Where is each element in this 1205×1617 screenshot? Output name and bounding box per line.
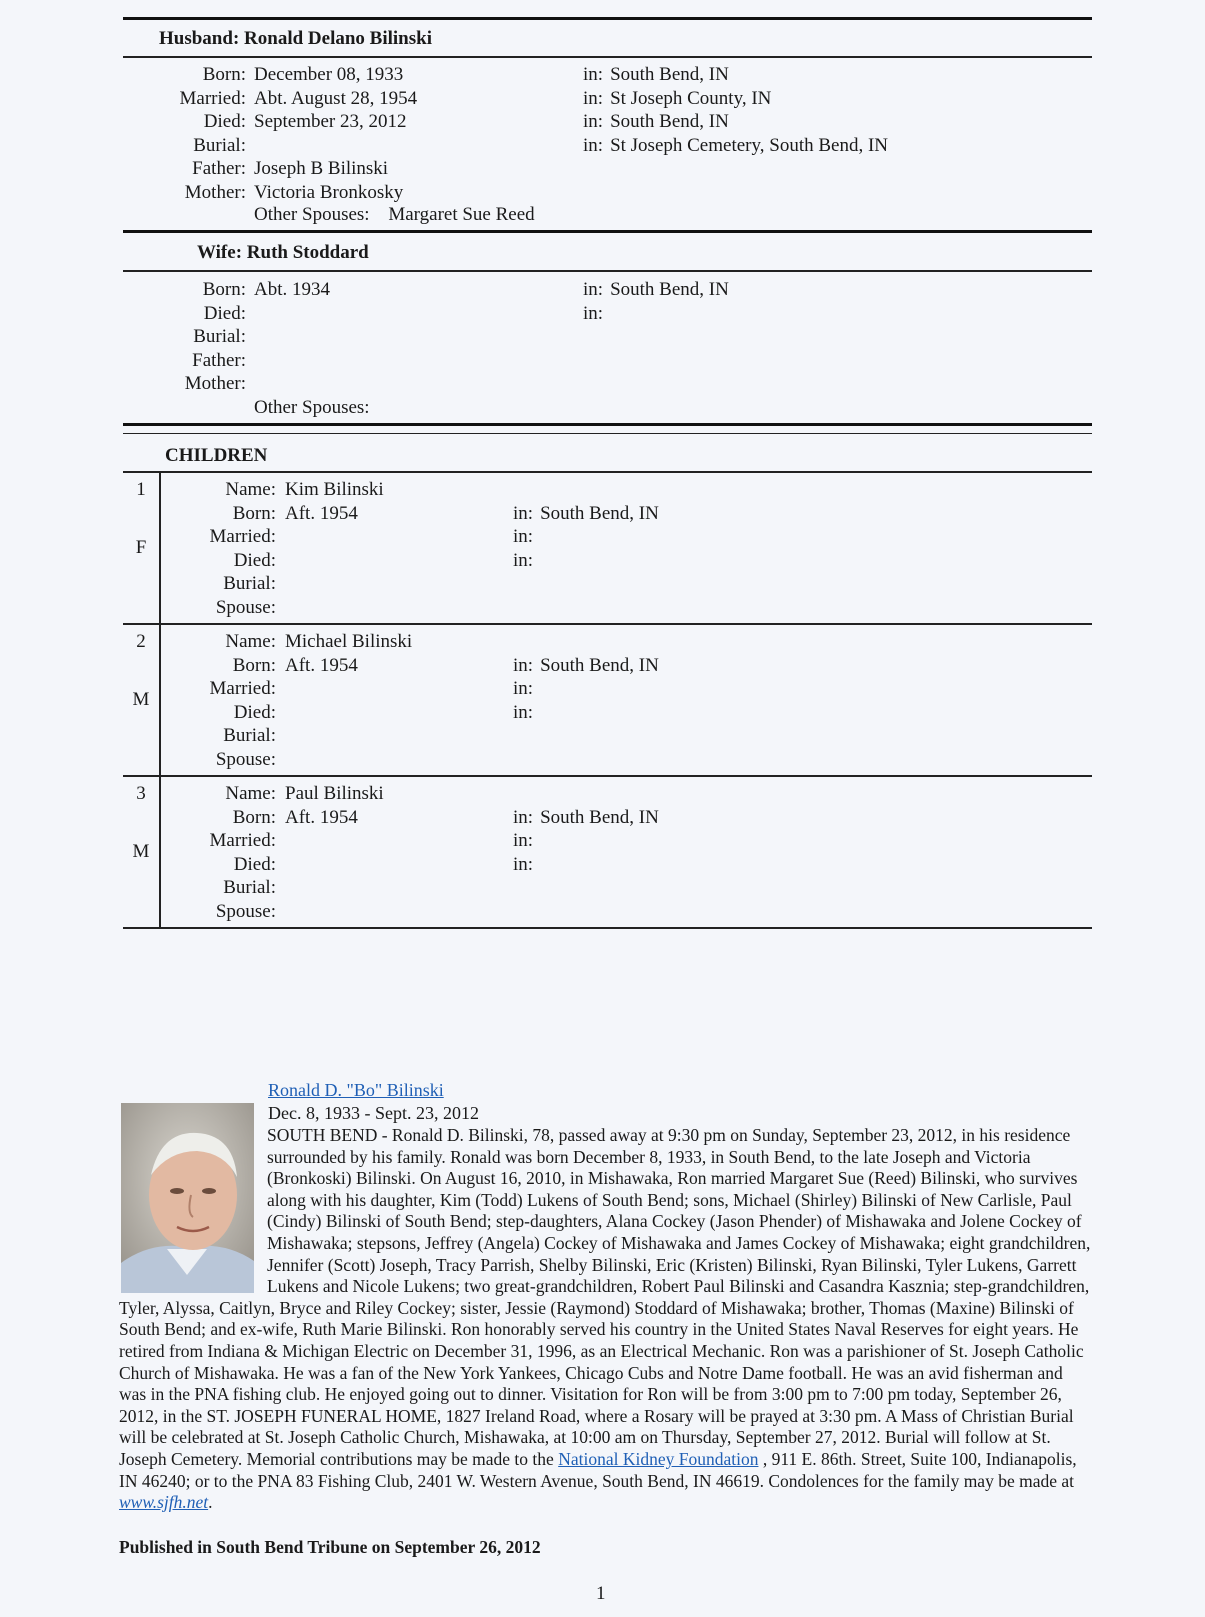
field-place: [513, 701, 540, 725]
field-place: [513, 596, 520, 620]
obituary-body-part2: , 911 E. 86th. Street, Suite 100, Indianapolis, IN 46240; or to the PNA 83 Fishing Club, 2401 W. Western Avenue, South Bend, IN 46619. Condolences for the family may be made at: [119, 1448, 1077, 1491]
field-place: [583, 349, 590, 373]
field-place: [583, 157, 590, 181]
children-second-rule: [123, 433, 1092, 434]
in-label: in:: [513, 678, 534, 699]
in-label: in:: [513, 654, 534, 676]
obituary-title-link[interactable]: Ronald D. "Bo" Bilinski: [268, 1080, 444, 1100]
children-top-rule: [123, 423, 1092, 426]
wife-other-spouses: [254, 397, 384, 419]
field-place: [583, 372, 590, 396]
field-label: Burial:: [223, 725, 276, 746]
field-place: [513, 502, 659, 526]
field-place: [513, 630, 520, 654]
place-value: St Joseph Cemetery, South Bend, IN: [610, 134, 889, 156]
child-sex: M: [132, 841, 150, 862]
in-label: in:: [513, 526, 534, 547]
in-label: in:: [583, 87, 604, 109]
in-label: in:: [513, 502, 534, 524]
in-label: in:: [513, 806, 534, 828]
field-label: Name:: [225, 479, 276, 500]
in-label: in:: [513, 830, 534, 851]
obituary-body-part3: .: [208, 1492, 213, 1513]
obituary-dates: Dec. 8, 1933 - Sept. 23, 2012: [268, 1103, 479, 1123]
obituary-title[interactable]: [268, 1080, 444, 1101]
child-entry: [123, 625, 1092, 777]
field-label: Father:: [192, 349, 246, 371]
child-entry: [123, 473, 1092, 625]
field-value: Victoria Bronkosky: [254, 181, 404, 203]
field-place: [583, 63, 729, 87]
husband-other-spouses: [254, 204, 535, 226]
place-value: South Bend, IN: [610, 111, 729, 132]
child-number: 1: [136, 479, 146, 500]
child-number: 3: [136, 783, 146, 804]
field-label: Married:: [209, 830, 276, 851]
in-label: in:: [513, 549, 534, 571]
field-place: [583, 325, 590, 349]
field-label: Spouse:: [215, 596, 276, 618]
field-label: Died:: [233, 853, 276, 875]
field-label: Born:: [232, 806, 276, 828]
in-label: in:: [513, 853, 534, 875]
field-place: [513, 572, 520, 596]
wife-heading-label: Wife:: [197, 242, 243, 263]
obituary-text: [119, 1125, 1094, 1514]
field-place: [513, 654, 659, 678]
husband-rule: [123, 56, 1092, 58]
field-value: December 08, 1933: [254, 64, 404, 85]
field-value: Paul Bilinski: [285, 783, 384, 804]
field-place: [513, 748, 520, 772]
wife-name: Ruth Stoddard: [246, 242, 369, 263]
field-place: [513, 478, 520, 502]
children-heading: CHILDREN: [165, 445, 268, 466]
field-place: [513, 525, 540, 549]
other-spouses-label: Other Spouses:: [254, 204, 370, 225]
other-spouses-label: Other Spouses:: [254, 397, 370, 418]
kidney-foundation-link[interactable]: National Kidney Foundation: [558, 1448, 759, 1469]
in-label: in:: [513, 701, 534, 723]
field-place: [513, 876, 520, 900]
wife-top-rule: [123, 230, 1092, 233]
field-label: Married:: [209, 526, 276, 547]
field-value: Aft. 1954: [285, 654, 358, 676]
field-value: Abt. 1934: [254, 279, 330, 300]
field-place: [583, 87, 771, 111]
field-label: Married:: [209, 678, 276, 699]
field-value: Abt. August 28, 1954: [254, 87, 418, 109]
child-entry: [123, 777, 1092, 929]
field-place: [513, 900, 520, 924]
husband-heading-label: Husband:: [159, 28, 240, 49]
field-place: [513, 782, 520, 806]
in-label: in:: [583, 64, 604, 85]
field-label: Mother:: [184, 373, 246, 394]
field-label: Died:: [203, 302, 246, 324]
field-value: Kim Bilinski: [285, 479, 384, 500]
field-label: Name:: [225, 783, 276, 804]
funeral-home-site-link[interactable]: www.sjfh.net: [119, 1492, 209, 1513]
place-value: St Joseph County, IN: [610, 87, 772, 109]
top-rule: [123, 17, 1092, 20]
page-number: 1: [596, 1583, 606, 1604]
field-label: Mother:: [184, 181, 246, 203]
place-value: South Bend, IN: [540, 654, 659, 676]
field-label: Born:: [232, 654, 276, 676]
field-label: Burial:: [193, 134, 246, 156]
field-place: [513, 853, 540, 877]
field-place: [583, 302, 610, 326]
field-label: Spouse:: [215, 748, 276, 770]
field-value: Aft. 1954: [285, 502, 358, 524]
child-bottom-rule: [123, 927, 1092, 929]
field-place: [583, 110, 729, 134]
published-line: Published in South Bend Tribune on September 26, 2012: [119, 1537, 541, 1557]
wife-heading: [197, 242, 369, 264]
husband-heading: [159, 28, 432, 50]
field-label: Burial:: [223, 573, 276, 594]
field-place: [583, 181, 590, 205]
field-value: Aft. 1954: [285, 806, 358, 828]
wife-rule: [123, 270, 1092, 272]
field-label: Died:: [233, 701, 276, 723]
in-label: in:: [583, 302, 604, 324]
husband-name: Ronald Delano Bilinski: [244, 28, 432, 49]
field-label: Died:: [203, 111, 246, 132]
field-label: Burial:: [193, 326, 246, 347]
field-label: Married:: [179, 87, 246, 109]
field-label: Father:: [192, 158, 246, 179]
in-label: in:: [583, 134, 604, 156]
field-label: Burial:: [223, 877, 276, 898]
child-sex: F: [135, 537, 147, 558]
field-label: Spouse:: [215, 900, 276, 922]
obituary-body-part1: SOUTH BEND - Ronald D. Bilinski, 78, passed away at 9:30 pm on Sunday, September 23, 2012, in his residence surrounded by his family. Ronald was born December 8, 1933, in South Bend, to the late Joseph and Victoria (Bronkoski) Bilinski. On August 16, 2010, in Mishawaka, Ron married Margaret Sue (Reed) Bilinski, who survives along with his daughter, Kim (Todd) Lukens of South Bend; sons, Michael (Shirley) Bilinski of New Carlisle, Paul (Cindy) Bilinski of South Bend; step-daughters, Alana Cockey (Jason Phender) of Mishawaka and Jolene Cockey of Mishawaka; stepsons, Jeffrey (Angela) Cockey of Mishawaka and James Cockey of Mishawaka; eight grandchildren, Jennifer (Scott) Joseph, Tracy Parrish, Shelby Bilinski, Eric (Kristen) Bilinski, Ryan Bilinski, Tyler Lukens, Garrett Lukens and Nicole Lukens; two great-grandchildren, Robert Paul Bilinski and Casandra Kasznia; step-grandchildren, Tyler, Alyssa, Caitlyn, Bryce and Riley Cockey; sister, Jessie (Raymond) Stoddard of Mishawaka; brother, Thomas (Maxine) Bilinski of South Bend; and ex-wife, Ruth Marie Bilinski. Ron honorably served his country in the United States Naval Reserves for eight years. He retired from Indiana & Michigan Electric on December 31, 1996, as an Electrical Mechanic. Ron was a parishioner of St. Joseph Catholic Church of Mishawaka. He was a fan of the New York Yankees, Chicago Cubs and Notre Dame football. He was an avid fisherman and was in the PNA fishing club. He enjoyed going out to dinner. Visitation for Ron will be from 3:00 pm to 7:00 pm today, September 26, 2012, in the ST. JOSEPH FUNERAL HOME, 1827 Ireland Road, where a Rosary will be prayed at 3:30 pm. A Mass of Christian Burial will be celebrated at St. Joseph Catholic Church, Mishawaka, at 10:00 am on Thursday, September 27, 2012. Burial will follow at St. Joseph Cemetery. Memorial contributions may be made to the: [119, 1125, 1091, 1469]
field-label: Born:: [232, 502, 276, 524]
field-label: Born:: [202, 64, 246, 85]
child-number: 2: [136, 631, 146, 652]
field-label: Born:: [202, 279, 246, 300]
photo-spacer: [119, 1125, 267, 1297]
field-place: [513, 829, 540, 853]
place-value: South Bend, IN: [610, 64, 729, 85]
field-label: Name:: [225, 631, 276, 652]
field-place: [513, 677, 540, 701]
child-sex: M: [132, 689, 150, 710]
field-label: Died:: [233, 549, 276, 571]
field-place: [583, 278, 729, 302]
field-value: Joseph B Bilinski: [254, 158, 389, 179]
field-value: September 23, 2012: [254, 111, 407, 132]
other-spouses-value: Margaret Sue Reed: [388, 204, 535, 225]
place-value: South Bend, IN: [540, 502, 659, 524]
field-place: [513, 806, 659, 830]
in-label: in:: [583, 111, 604, 132]
in-label: in:: [583, 279, 604, 300]
field-value: Michael Bilinski: [285, 631, 413, 652]
field-place: [513, 549, 540, 573]
place-value: South Bend, IN: [540, 806, 659, 828]
field-place: [513, 724, 520, 748]
place-value: South Bend, IN: [610, 279, 729, 300]
field-place: [583, 134, 888, 158]
